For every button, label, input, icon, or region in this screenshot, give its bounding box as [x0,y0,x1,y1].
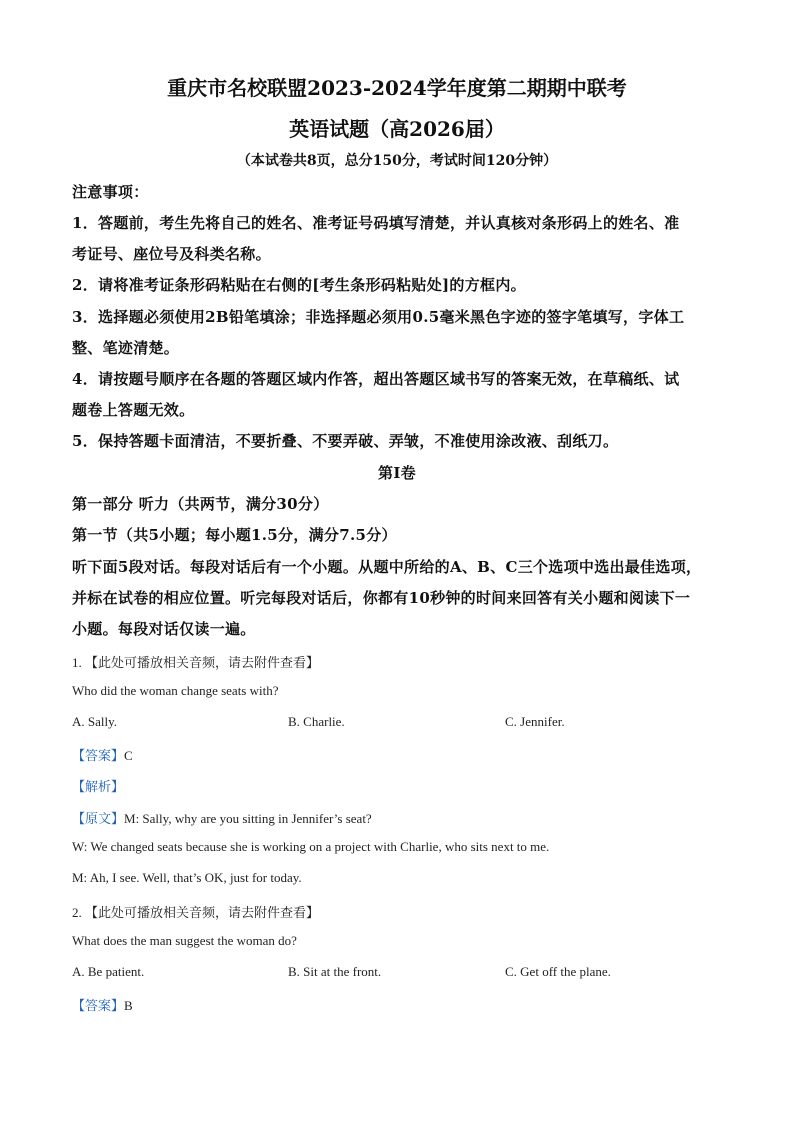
question-number: 1. [72,655,85,670]
question-2-header [72,902,319,921]
question-1-header [72,652,319,671]
answer-row [72,745,133,764]
option-row [72,714,722,730]
answer-value: B [124,998,133,1013]
answer-value: C [124,748,133,763]
answer-tag: 【答案】 [72,999,125,1014]
note-line: 考证号、座位号及科类名称。 [72,245,271,263]
transcript-line [72,808,372,827]
volume-heading: 第Ⅰ卷 [378,464,416,482]
option-c: C. Get off the plane. [505,964,611,979]
exam-subtitle: 英语试题（高2026届） [289,117,505,141]
notes-heading: 注意事项： [72,183,149,201]
note-line: 整、笔迹清楚。 [72,339,180,357]
instruction-line: 小题。每段对话仅读一遍。 [72,620,256,638]
answer-tag: 【答案】 [72,749,125,764]
note-line: 2．请将准考证条形码粘贴在右侧的[考生条形码粘贴处]的方框内。 [72,276,526,294]
analysis-tag: 【解析】 [72,780,125,795]
question-stem: What does the man suggest the woman do? [72,933,297,948]
note-line: 5．保持答题卡面清洁，不要折叠、不要弄破、弄皱，不准使用涂改液、刮纸刀。 [72,432,619,450]
question-number: 2. [72,905,85,920]
option-row [72,964,722,980]
transcript-line: M: Ah, I see. Well, that’s OK, just for today. [72,870,302,885]
note-line: 3．选择题必须使用2B铅笔填涂；非选择题必须用0.5毫米黑色字迹的签字笔填写，字体工 [72,308,685,326]
option-a: A. Be patient. [72,964,145,979]
note-line: 1．答题前，考生先将自己的姓名、准考证号码填写清楚，并认真核对条形码上的姓名、准 [72,214,680,232]
transcript-line: W: We changed seats because she is working on a project with Charlie, who sits next to me. [72,839,550,854]
original-tag: 【原文】 [72,812,125,827]
exam-title: 重庆市名校联盟2023-2024学年度第二期期中联考 [167,76,627,100]
audio-note[interactable]: 【此处可播放相关音频，请去附件查看】 [85,906,320,921]
sub-section-heading: 第一节（共5小题；每小题1.5分，满分7.5分） [72,526,397,544]
answer-row [72,995,133,1014]
note-line: 4．请按题号顺序在各题的答题区域内作答，超出答题区域书写的答案无效，在草稿纸、试 [72,370,680,388]
option-b: B. Charlie. [288,714,345,729]
instruction-line: 听下面5段对话。每段对话后有一个小题。从题中所给的A、B、C三个选项中选出最佳选项， [72,558,702,576]
question-stem: Who did the woman change seats with? [72,683,279,698]
instruction-line: 并标在试卷的相应位置。听完每段对话后，你都有10秒钟的时间来回答有关小题和阅读下一 [72,589,691,607]
option-a: A. Sally. [72,714,118,729]
note-line: 题卷上答题无效。 [72,401,195,419]
transcript-text: M: Sally, why are you sitting in Jennifer’s seat? [124,811,372,826]
part-heading: 第一部分 听力（共两节，满分30分） [72,495,329,513]
audio-note[interactable]: 【此处可播放相关音频，请去附件查看】 [85,656,320,671]
option-c: C. Jennifer. [505,714,565,729]
option-b: B. Sit at the front. [288,964,382,979]
exam-info: （本试卷共8页，总分150分，考试时间120分钟） [236,153,558,169]
